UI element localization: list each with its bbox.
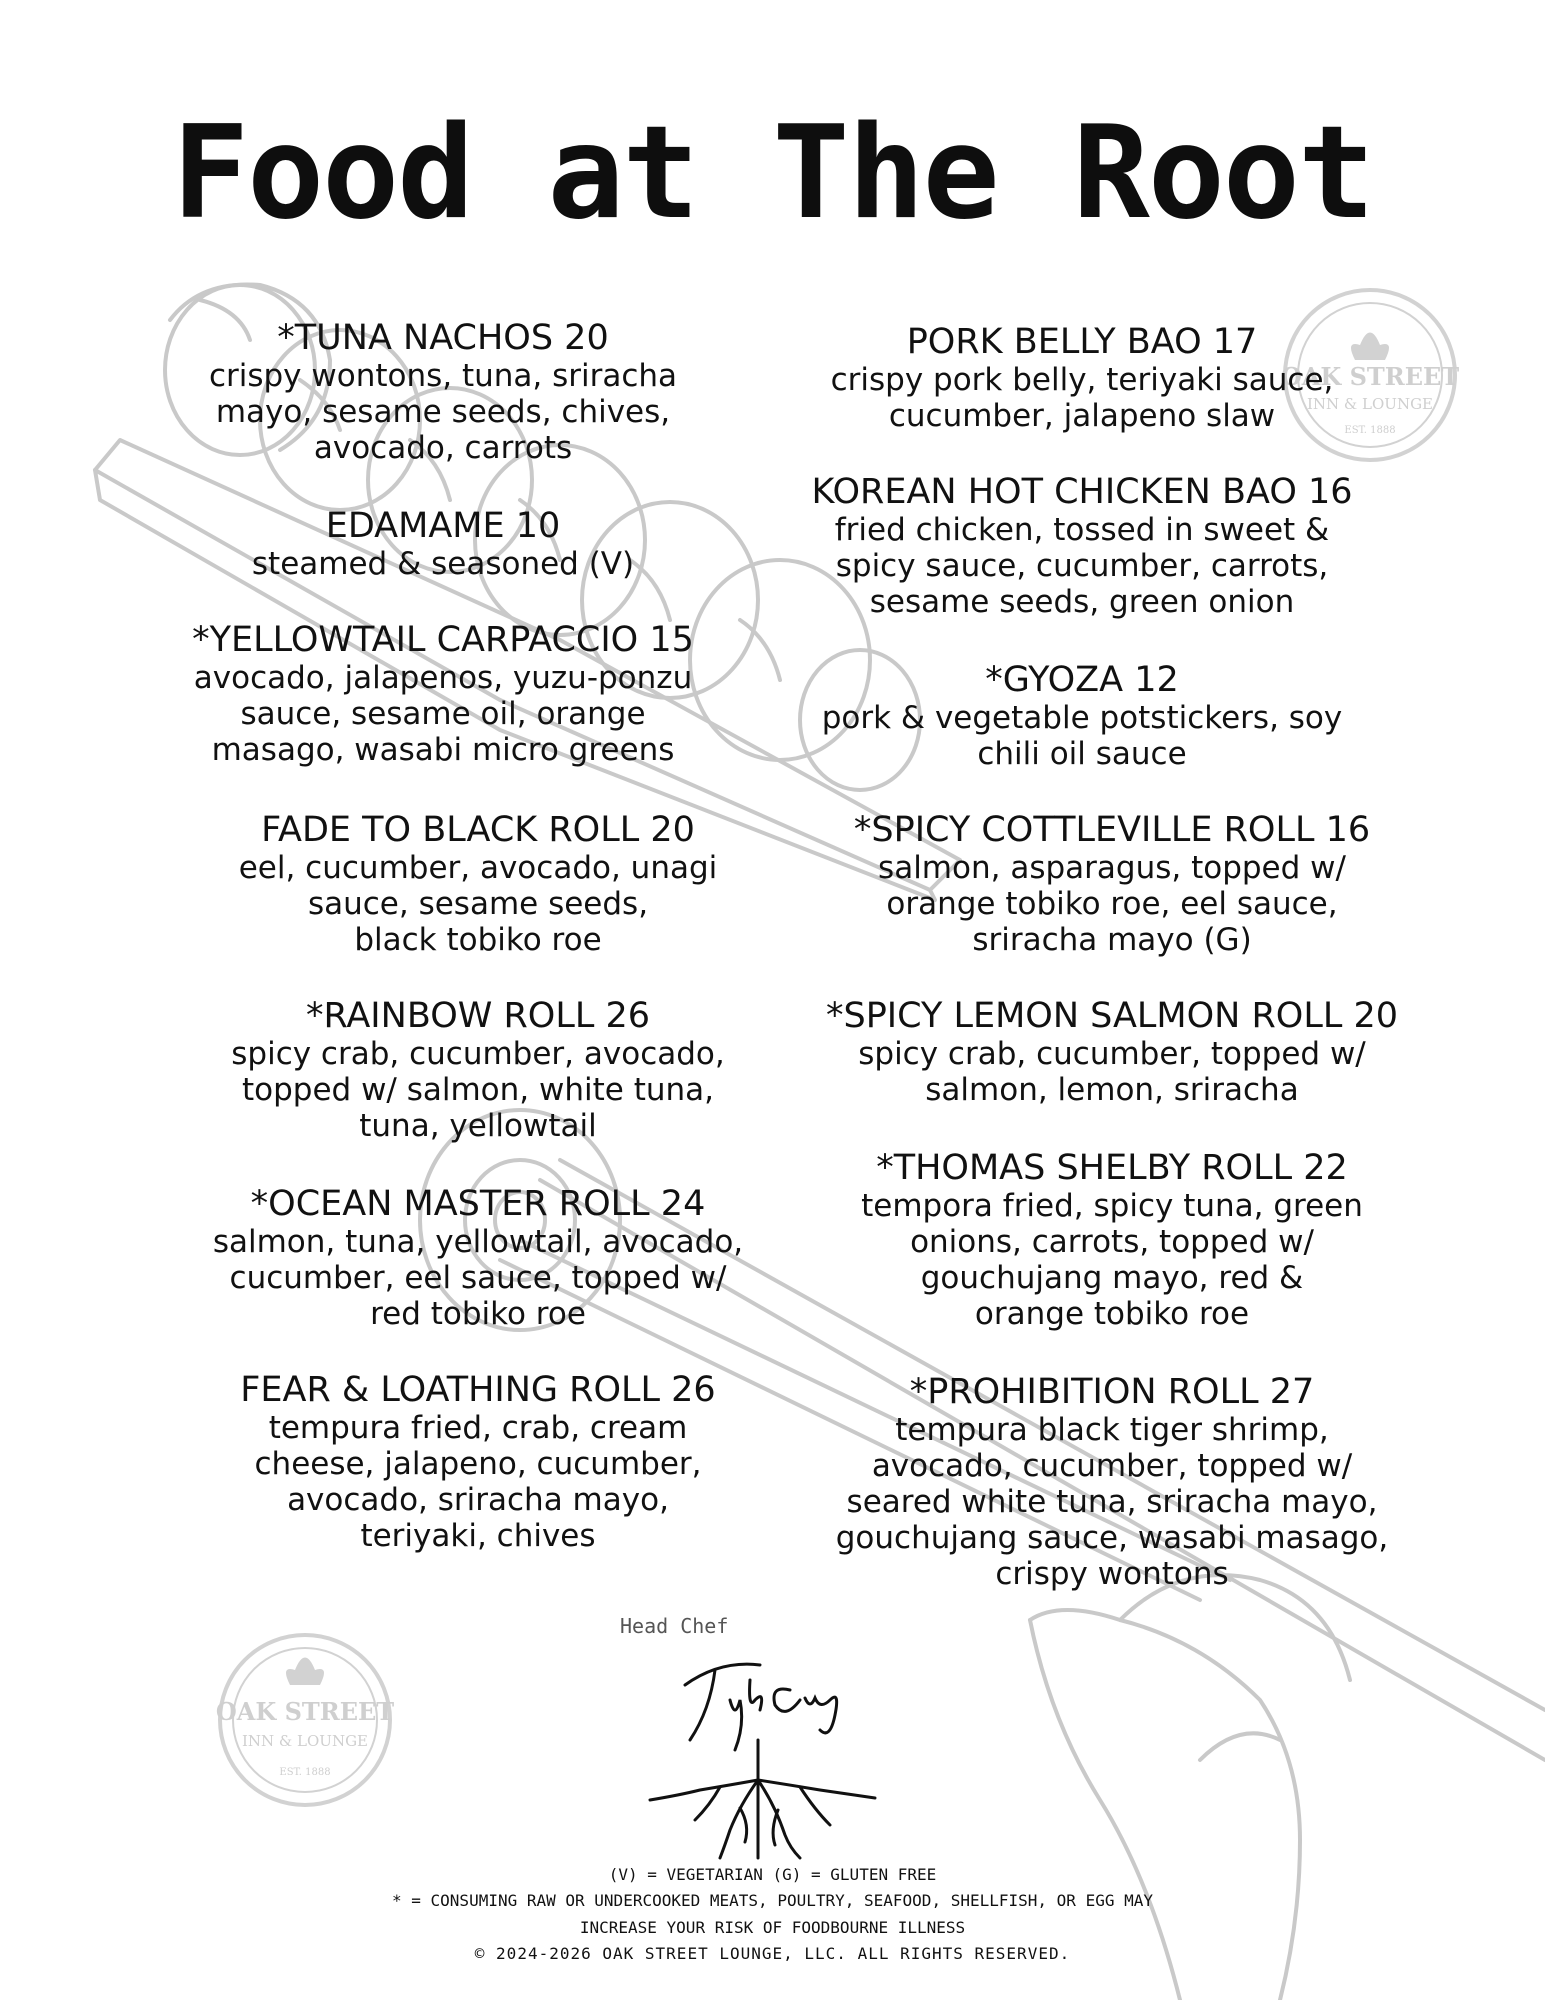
head-chef-label: Head Chef xyxy=(620,1614,729,1638)
item-name: *THOMAS SHELBY ROLL 22 xyxy=(876,1148,1348,1188)
dietary-legend: (V) = VEGETARIAN (G) = GLUTEN FREE xyxy=(608,1865,937,1884)
item-desc-line: eel, cucumber, avocado, unagi xyxy=(238,850,718,886)
oak-street-seal-bottom xyxy=(215,1630,395,1810)
item-desc-line: gouchujang mayo, red & xyxy=(920,1260,1304,1296)
item-desc-line: topped w/ salmon, white tuna, xyxy=(241,1072,714,1108)
item-desc-line: crispy wontons, tuna, sriracha xyxy=(208,358,678,394)
item-desc-line: tempora fried, spicy tuna, green xyxy=(861,1188,1363,1224)
seal-bottom-line3: EST. 1888 xyxy=(279,1767,331,1778)
item-desc-line: salmon, lemon, sriracha xyxy=(925,1072,1299,1108)
item-name: *RAINBOW ROLL 26 xyxy=(305,996,651,1036)
menu-item-gyoza xyxy=(772,660,1392,772)
item-desc-line: salmon, tuna, yellowtail, avocado, xyxy=(212,1224,744,1260)
item-desc-line: sesame seeds, green onion xyxy=(869,584,1295,620)
item-desc-line: steamed & seasoned (V) xyxy=(251,546,635,582)
menu-item-thomas-shelby-roll xyxy=(802,1148,1422,1332)
item-name: *SPICY COTTLEVILLE ROLL 16 xyxy=(853,810,1371,850)
item-name: PORK BELLY BAO 17 xyxy=(906,322,1258,362)
consumption-warning-line-1: * = CONSUMING RAW OR UNDERCOOKED MEATS, POULTRY, SEAFOOD, SHELLFISH, OR EGG MAY xyxy=(392,1891,1153,1910)
item-name: FEAR & LOATHING ROLL 26 xyxy=(240,1370,716,1410)
item-desc-line: avocado, carrots xyxy=(313,430,573,466)
item-desc-line: cucumber, jalapeno slaw xyxy=(888,398,1276,434)
menu-item-ocean-master-roll xyxy=(168,1184,788,1332)
item-name: *PROHIBITION ROLL 27 xyxy=(909,1372,1315,1412)
menu-item-fear-and-loathing-roll xyxy=(168,1370,788,1554)
item-name: *YELLOWTAIL CARPACCIO 15 xyxy=(192,620,694,660)
menu-item-korean-hot-chicken-bao xyxy=(772,472,1392,620)
item-desc-line: spicy crab, cucumber, topped w/ xyxy=(858,1036,1366,1072)
menu-item-spicy-cottleville-roll xyxy=(802,810,1422,958)
consumption-warning-line-2: INCREASE YOUR RISK OF FOODBOURNE ILLNESS xyxy=(579,1918,966,1937)
menu-item-prohibition-roll xyxy=(802,1372,1422,1592)
menu-item-edamame xyxy=(133,506,753,582)
item-desc-line: tempura black tiger shrimp, xyxy=(895,1412,1329,1448)
item-desc-line: black tobiko roe xyxy=(354,922,602,958)
item-desc-line: orange tobiko roe xyxy=(974,1296,1250,1332)
item-desc-line: pork & vegetable potstickers, soy xyxy=(821,700,1343,736)
item-desc-line: spicy crab, cucumber, avocado, xyxy=(231,1036,725,1072)
seal-bottom-line1: OAK STREET xyxy=(215,1697,395,1726)
seal-top-line1: OAK STREET xyxy=(1280,362,1460,391)
item-name: *OCEAN MASTER ROLL 24 xyxy=(250,1184,706,1224)
item-desc-line: red tobiko roe xyxy=(370,1296,586,1332)
menu-item-fade-to-black-roll xyxy=(168,810,788,958)
menu-item-spicy-lemon-salmon-roll xyxy=(802,996,1422,1108)
page-title: Food at The Root xyxy=(172,99,1373,248)
item-desc-line: sauce, sesame seeds, xyxy=(307,886,649,922)
item-desc-line: seared white tuna, sriracha mayo, xyxy=(846,1484,1378,1520)
item-desc-line: crispy wontons xyxy=(995,1556,1229,1592)
item-desc-line: masago, wasabi micro greens xyxy=(211,732,675,768)
item-name: *TUNA NACHOS 20 xyxy=(277,318,609,358)
item-desc-line: sriracha mayo (G) xyxy=(972,922,1252,958)
item-desc-line: chili oil sauce xyxy=(977,736,1187,772)
menu-item-pork-belly-bao xyxy=(772,322,1392,434)
item-desc-line: cucumber, eel sauce, topped w/ xyxy=(229,1260,727,1296)
menu-item-tuna-nachos xyxy=(133,318,753,466)
item-desc-line: salmon, asparagus, topped w/ xyxy=(878,850,1346,886)
item-desc-line: cheese, jalapeno, cucumber, xyxy=(254,1446,702,1482)
item-name: EDAMAME 10 xyxy=(325,506,561,546)
item-desc-line: fried chicken, tossed in sweet & xyxy=(834,512,1330,548)
item-desc-line: teriyaki, chives xyxy=(360,1518,596,1554)
item-desc-line: onions, carrots, topped w/ xyxy=(910,1224,1314,1260)
seal-bottom-line2: INN & LOUNGE xyxy=(241,1732,369,1750)
item-name: *GYOZA 12 xyxy=(985,660,1179,700)
item-desc-line: crispy pork belly, teriyaki sauce, xyxy=(830,362,1334,398)
item-desc-line: avocado, cucumber, topped w/ xyxy=(871,1448,1353,1484)
item-desc-line: gouchujang sauce, wasabi masago, xyxy=(835,1520,1389,1556)
item-desc-line: avocado, sriracha mayo, xyxy=(287,1482,669,1518)
menu-item-rainbow-roll xyxy=(168,996,788,1144)
item-desc-line: spicy sauce, cucumber, carrots, xyxy=(835,548,1329,584)
item-name: FADE TO BLACK ROLL 20 xyxy=(261,810,695,850)
item-name: KOREAN HOT CHICKEN BAO 16 xyxy=(811,472,1353,512)
seal-top-line2: INN & LOUNGE xyxy=(1306,395,1434,413)
chef-signature xyxy=(640,1630,880,1860)
menu-item-yellowtail-carpaccio xyxy=(133,620,753,768)
item-desc-line: tuna, yellowtail xyxy=(359,1108,597,1144)
item-name: *SPICY LEMON SALMON ROLL 20 xyxy=(825,996,1399,1036)
item-desc-line: mayo, sesame seeds, chives, xyxy=(215,394,671,430)
seal-top-line3: EST. 1888 xyxy=(1344,425,1396,436)
item-desc-line: tempura fried, crab, cream xyxy=(268,1410,688,1446)
item-desc-line: sauce, sesame oil, orange xyxy=(240,696,646,732)
item-desc-line: avocado, jalapenos, yuzu-ponzu xyxy=(193,660,693,696)
item-desc-line: orange tobiko roe, eel sauce, xyxy=(886,886,1338,922)
copyright: © 2024-2026 OAK STREET LOUNGE, LLC. ALL RIGHTS RESERVED. xyxy=(474,1944,1071,1963)
